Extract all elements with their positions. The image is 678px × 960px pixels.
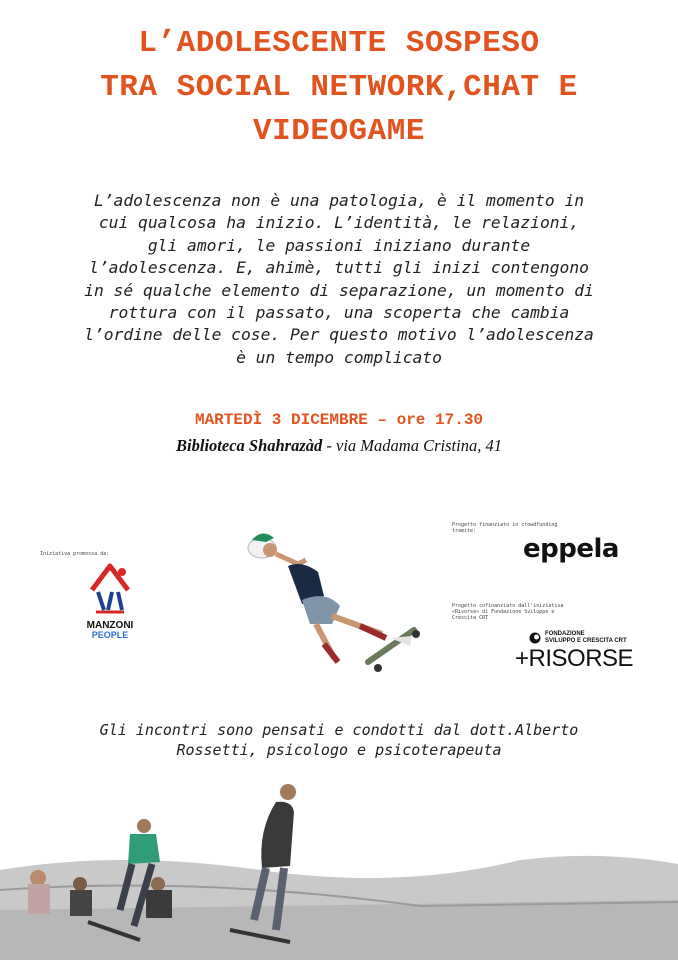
intro-line: cui qualcosa ha inizio. L’identità, le relazioni, — [98, 213, 580, 233]
crowdfunding-label — [452, 522, 557, 534]
intro-line: in sé qualche elemento di separazione, un momento di — [84, 280, 594, 300]
event-date: MARTEDÌ 3 DICEMBRE – ore 17.30 — [194, 411, 484, 429]
skatepark-photo — [0, 780, 678, 960]
venue-name: Biblioteca Shahrazàd — [176, 436, 323, 455]
crowdfunding-label-line: tramite: — [452, 528, 477, 534]
intro-line: L’adolescenza non è una patologia, è il momento in — [93, 191, 585, 210]
credits-line: Rossetti, psicologo e psicoterapeuta — [176, 741, 502, 759]
credits-line: Gli incontri sono pensati e condotti dal dott.Alberto — [99, 721, 579, 739]
cofinance-label-line: Progetto cofinanziato dall'iniziativa — [452, 603, 564, 609]
venue-address: - via Madama Cristina, 41 — [322, 436, 502, 455]
title-line: L’ADOLESCENTE SOSPESO — [138, 26, 540, 61]
cofinance-label-line: Crescita CRT — [452, 615, 489, 621]
fondazione-icon — [529, 632, 541, 644]
event-place — [0, 436, 678, 456]
intro-line: rottura con il passato, una scoperta che cambia — [108, 303, 570, 323]
title-line: TRA SOCIAL NETWORK,CHAT E — [100, 70, 578, 105]
intro-paragraph — [24, 190, 654, 369]
skater-photo-top — [240, 520, 430, 700]
intro-line: l’adolescenza. E, ahimè, tutti gli inizi contengono — [89, 258, 589, 278]
fondazione-text: SVILUPPO E CRESCITA CRT — [545, 638, 627, 644]
promoter-label: Iniziativa promossa da: — [40, 551, 110, 557]
logo-text: PEOPLE — [91, 630, 129, 640]
intro-line: è un tempo complicato — [236, 347, 442, 367]
intro-line: l’ordine delle cose. Per questo motivo l’adolescenza — [84, 325, 594, 345]
fondazione-text: FONDAZIONE — [545, 631, 585, 637]
cofinance-label — [452, 603, 563, 621]
risorse-logo: +RISORSE — [515, 645, 634, 672]
eppela-logo: eppela — [523, 534, 619, 564]
fondazione-logo — [529, 631, 627, 645]
crowdfunding-label-line: Progetto finanziato in crowdfunding — [452, 522, 558, 528]
intro-line: gli amori, le passioni iniziano durante — [147, 235, 531, 255]
credits-paragraph — [30, 720, 648, 760]
poster-title — [0, 22, 678, 154]
manzoni-people-logo — [82, 560, 138, 640]
logo-text: MANZONI — [86, 620, 134, 631]
cofinance-label-line: «Risorse» di Fondazione Sviluppo e — [452, 609, 555, 615]
title-line: VIDEOGAME — [253, 114, 425, 149]
